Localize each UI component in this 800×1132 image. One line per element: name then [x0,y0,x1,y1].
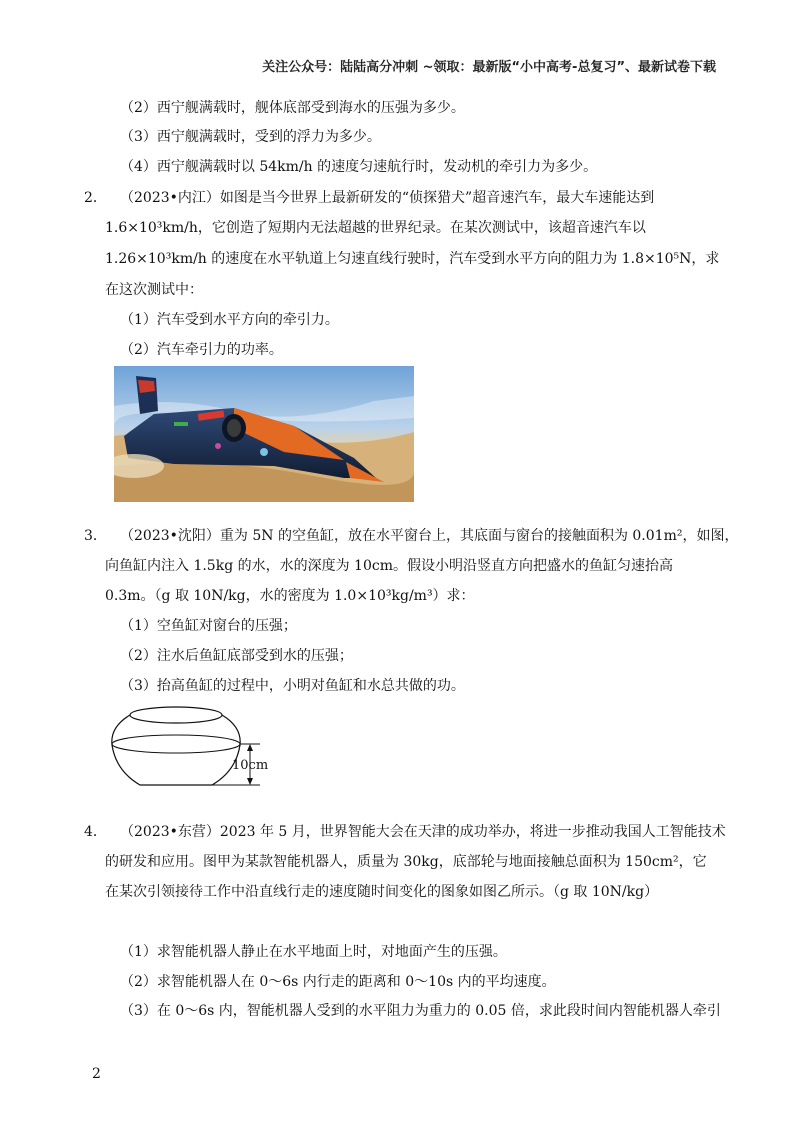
page-number: 2 [92,1066,101,1082]
q3-number: 3． [84,528,107,544]
q4-line-3: 在某次引领接待工作中沿直线行走的速度随时间变化的图象如图乙所示。（g 取 10N/kg） [105,884,659,900]
q3-part-1: （1）空鱼缸对窗台的压强； [120,618,297,634]
bowl-depth-label: 10cm [232,758,269,773]
q4-line-2: 的研发和应用。图甲为某款智能机器人，质量为 30kg，底部轮与地面接触总面积为 150cm²，它 [105,854,707,870]
q4-part-1: （1）求智能机器人静止在水平地面上时，对地面产生的压强。 [120,944,507,960]
q2-part-1: （1）汽车受到水平方向的牵引力。 [120,312,339,328]
q1-part-3: （3）西宁舰满载时，受到的浮力为多少。 [120,129,381,145]
supersonic-car-photo [114,366,414,502]
q2-part-2: （2）汽车牵引力的功率。 [120,342,283,358]
q3-line-3: 0.3m。（g 取 10N/kg，水的密度为 1.0×10³kg/m³）求： [105,588,475,604]
q2-line-3: 1.26×10³km/h 的速度在水平轨道上匀速直线行驶时，汽车受到水平方向的阻力为 1.8×10⁵N，求 [105,251,720,267]
q2-line-4: 在这次测试中： [105,282,203,298]
q3-part-2: （2）注水后鱼缸底部受到水的压强； [120,648,353,664]
q3-line-2: 向鱼缸内注入 1.5kg 的水，水的深度为 10cm。假设小明沿竖直方向把盛水的鱼缸匀速抬高 [105,558,673,574]
q2-line-2: 1.6×10³km/h，它创造了短期内无法超越的世界纪录。在某次测试中，该超音速汽车以 [105,220,646,236]
q4-number: 4． [84,824,107,840]
q4-part-3: （3）在 0～6s 内，智能机器人受到的水平阻力为重力的 0.05 倍，求此段时间内智能机器人牵引 [120,1003,721,1019]
q2-line-1: （2023•内江）如图是当今世界上最新研发的“侦探猎犬”超音速汽车，最大车速能达到 [120,190,655,206]
q1-part-4: （4）西宁舰满载时以 54km/h 的速度匀速航行时，发动机的牵引力为多少。 [120,159,598,175]
q3-line-1: （2023•沈阳）重为 5N 的空鱼缸，放在水平窗台上，其底面与窗台的接触面积为 0.01m²，如图， [120,528,739,544]
header-promo-note: 关注公众号：陆陆高分冲刺 ~领取：最新版“小中高考-总复习”、最新试卷下载 [262,60,716,75]
q4-line-1: （2023•东营）2023 年 5 月，世界智能大会在天津的成功举办，将进一步推动我国人工智能技术 [120,824,726,840]
q3-part-3: （3）抬高鱼缸的过程中，小明对鱼缸和水总共做的功。 [120,678,465,694]
q1-part-2: （2）西宁舰满载时，舰体底部受到海水的压强为多少。 [120,100,465,116]
q4-part-2: （2）求智能机器人在 0～6s 内行走的距离和 0～10s 内的平均速度。 [120,974,556,990]
fish-bowl-diagram [108,705,268,791]
q2-number: 2． [84,190,107,206]
